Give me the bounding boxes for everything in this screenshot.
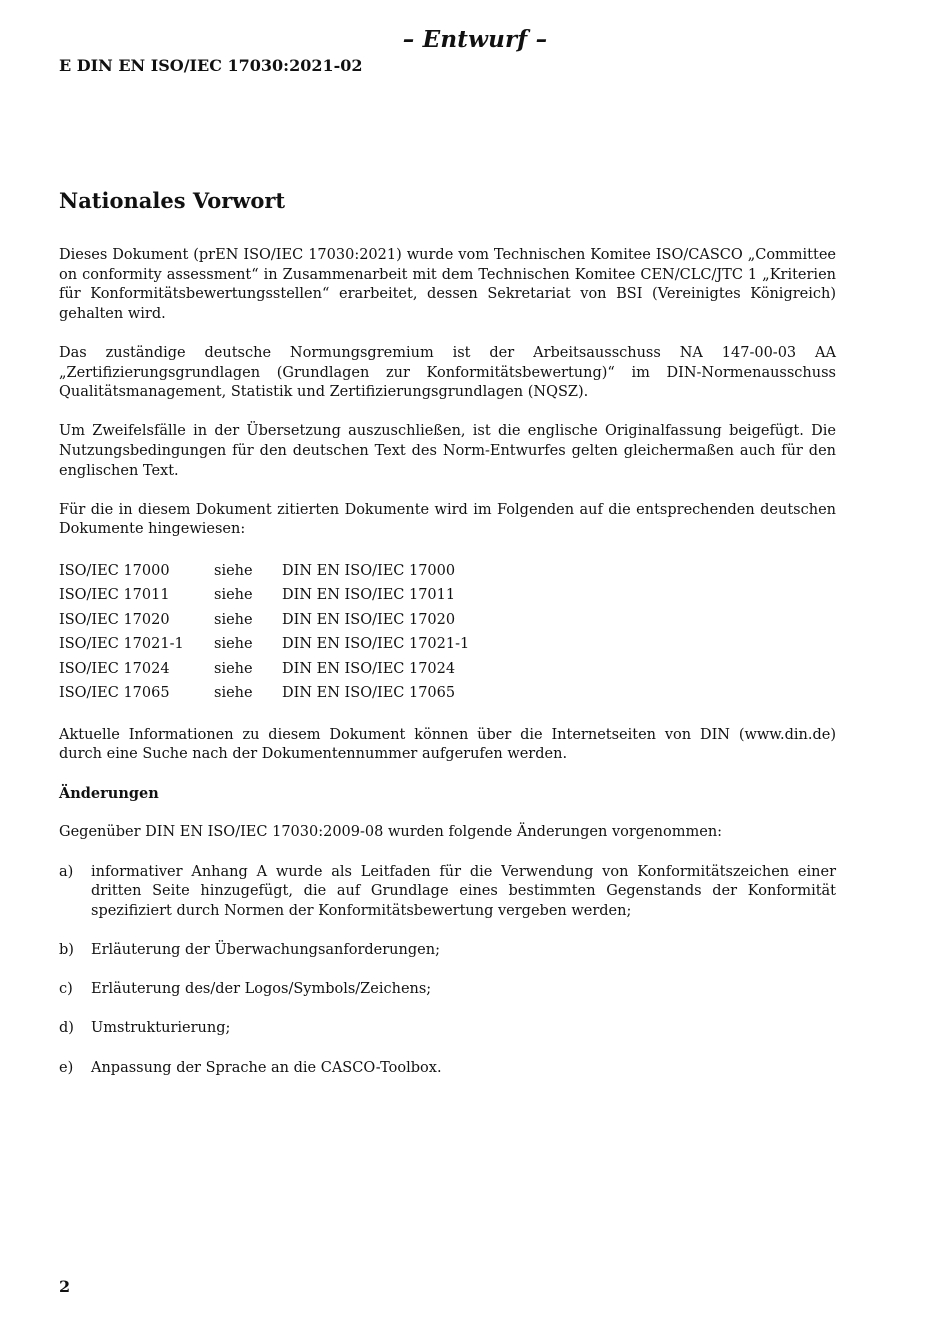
list-item [59, 941, 836, 961]
reference-table [59, 560, 469, 707]
reference-source: ISO/IEC 17020 [59, 611, 170, 628]
paragraph-info: Aktuelle Informationen zu diesem Dokument können über die Internetseiten von DIN (www.din.de) durch eine Suche nach der Dokumentennummer aufgerufen werden. [59, 726, 836, 763]
page-number: 2 [59, 1277, 71, 1296]
reference-relation: siehe [214, 611, 253, 628]
paragraph-translation: Um Zweifelsfälle in der Übersetzung auszuschließen, ist die englische Originalfassung beigefügt. Die Nutzungsbedingungen für den deutschen Text des Norm-Entwurfes gelten gleichermaßen auch für den englischen Text. [59, 423, 836, 479]
list-text: Erläuterung der Überwachungsanforderungen; [91, 942, 440, 959]
paragraph-committee: Das zuständige deutsche Normungsgremium ist der Arbeitsausschuss NA 147-00-03 AA „Zertifizierungsgrundlagen (Grundlagen zur Konformitätsbewertung)“ im DIN-Normenausschuss Qualitätsmanagement, Statistik und Zertifizierungsgrundlagen (NQSZ). [59, 344, 836, 401]
table-row [59, 633, 469, 658]
list-marker: d) [59, 1020, 74, 1037]
list-marker: e) [59, 1059, 74, 1076]
reference-relation: siehe [214, 636, 253, 653]
list-text: Erläuterung des/der Logos/Symbols/Zeichens; [91, 981, 432, 998]
table-row [59, 560, 469, 585]
reference-source: ISO/IEC 17065 [59, 685, 170, 702]
paragraph-references-intro: Für die in diesem Dokument zitierten Dokumente wird im Folgenden auf die entsprechenden deutschen Dokumente hingewiesen: [59, 501, 836, 538]
draft-watermark: – Entwurf – [402, 26, 548, 53]
reference-relation: siehe [214, 685, 253, 702]
page-content [59, 186, 836, 1098]
table-row [59, 609, 469, 634]
changes-heading: Änderungen [59, 785, 159, 803]
paragraph-origin: Dieses Dokument (prEN ISO/IEC 17030:2021) wurde vom Technischen Komitee ISO/CASCO „Committee on conformity assessment“ in Zusammenarbeit mit dem Technischen Komitee CEN/CLC/JTC 1 „Kriterien für Konformitätsbewertungsstellen“ erarbeitet, dessen Sekretariat von BSI (Vereinigtes Königreich) gehalten wird. [59, 247, 836, 322]
list-item [59, 863, 836, 922]
reference-target: DIN EN ISO/IEC 17021-1 [282, 636, 470, 653]
list-text: Anpassung der Sprache an die CASCO-Toolbox. [91, 1059, 442, 1076]
list-marker: a) [59, 863, 74, 880]
reference-relation: siehe [214, 587, 253, 604]
reference-target: DIN EN ISO/IEC 17000 [282, 562, 456, 579]
reference-source: ISO/IEC 17000 [59, 562, 170, 579]
table-row [59, 584, 469, 609]
list-text: Umstrukturierung; [91, 1020, 231, 1037]
list-item [59, 1059, 836, 1079]
list-text: informativer Anhang A wurde als Leitfaden für die Verwendung von Konformitätszeichen einer dritten Seite hinzugefügt, die auf Grundlage eines bestimmten Gegenstands der Konformität spezifiziert durch Normen der Konformitätsbewertung vergeben werden; [91, 863, 836, 919]
list-marker: b) [59, 942, 74, 959]
reference-source: ISO/IEC 17024 [59, 660, 170, 677]
table-row [59, 658, 469, 683]
section-title: Nationales Vorwort [59, 188, 286, 213]
changes-intro: Gegenüber DIN EN ISO/IEC 17030:2009-08 wurden folgende Änderungen vorgenommen: [59, 824, 723, 841]
reference-target: DIN EN ISO/IEC 17020 [282, 611, 456, 628]
table-row [59, 682, 469, 707]
reference-target: DIN EN ISO/IEC 17011 [282, 587, 456, 604]
list-item [59, 980, 836, 1000]
reference-source: ISO/IEC 17021-1 [59, 636, 184, 653]
reference-relation: siehe [214, 562, 253, 579]
reference-target: DIN EN ISO/IEC 17024 [282, 660, 456, 677]
list-item [59, 1019, 836, 1039]
changes-list [59, 863, 836, 1079]
reference-target: DIN EN ISO/IEC 17065 [282, 685, 456, 702]
list-marker: c) [59, 981, 73, 998]
reference-source: ISO/IEC 17011 [59, 587, 170, 604]
document-id: E DIN EN ISO/IEC 17030:2021-02 [59, 56, 363, 75]
reference-relation: siehe [214, 660, 253, 677]
